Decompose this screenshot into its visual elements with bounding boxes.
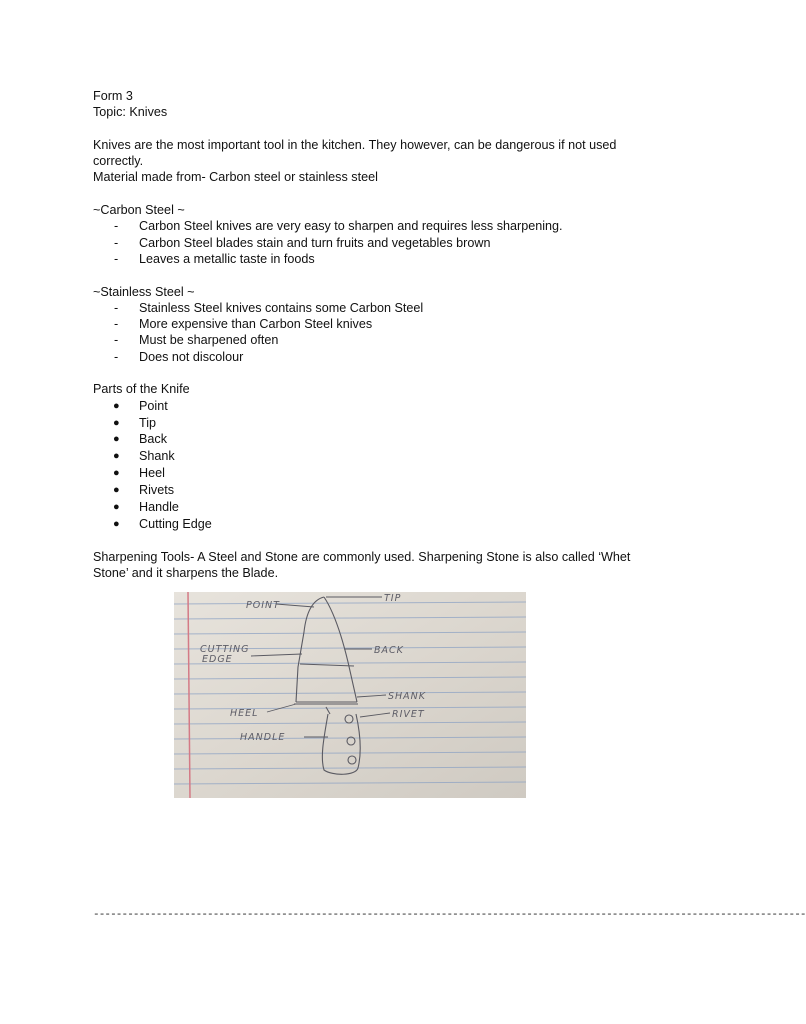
bullet-marker: ● [113,399,120,412]
list-item-text: Rivets [139,483,174,498]
sketch-label-tip: TIP [384,593,402,604]
intro-line-1: Knives are the most important tool in the kitchen. They however, can be dangerous if not used [93,137,617,152]
sketch-label-edge: EDGE [202,654,233,665]
topic-label: Topic: Knives [93,105,168,120]
bullet-marker: ● [113,501,120,514]
dash-marker: - [114,219,119,234]
list-item-text: Does not discolour [139,349,244,364]
list-item-text: Heel [139,466,165,481]
list-item [93,415,683,432]
list-item-text: Stainless Steel knives contains some Carbon Steel [139,300,424,315]
parts-list [93,398,683,533]
list-item [93,431,683,448]
bullet-marker: ● [113,433,120,446]
dash-marker: - [114,317,119,332]
list-item [93,218,683,234]
list-item [93,398,683,415]
form-label: Form 3 [93,89,133,103]
knife-sketch-drawing [174,592,526,798]
stainless-steel-list [93,300,683,365]
sharpening-line-1: Sharpening Tools- A Steel and Stone are commonly used. Sharpening Stone is also called ‘Whet [93,550,631,565]
list-item-text: Carbon Steel knives are very easy to sharpen and requires less sharpening. [139,219,563,234]
sketch-label-shank: SHANK [388,691,427,702]
sketch-label-handle: HANDLE [240,732,286,743]
bullet-marker: ● [113,450,120,463]
bullet-marker: ● [113,467,120,480]
bullet-marker: ● [113,416,120,429]
list-item [93,499,683,516]
list-item [93,349,683,365]
dash-marker: - [114,235,119,250]
spacer [93,533,683,549]
list-item-text: Back [139,432,167,447]
list-item [93,300,683,316]
list-item [93,332,683,348]
sketch-label-rivet: RIVET [392,709,425,720]
sketch-label-point: POINT [246,600,280,611]
spacer [93,121,683,137]
list-item-text: Tip [139,415,157,430]
list-item [93,235,683,251]
stainless-steel-heading: ~Stainless Steel ~ [93,284,195,299]
carbon-steel-list [93,218,683,267]
list-item [93,448,683,465]
spacer [93,186,683,202]
sketch-label-cutting: CUTTING [200,644,250,655]
list-item [93,465,683,482]
sharpening-line-2: Stone’ and it sharpens the Blade. [93,566,279,581]
spacer [93,267,683,283]
list-item-text: Cutting Edge [139,516,212,531]
intro-line-2: correctly. [93,154,144,169]
list-item-text: Must be sharpened often [139,333,279,348]
sketch-label-heel: HEEL [230,708,259,719]
list-item-text: Carbon Steel blades stain and turn fruits and vegetables brown [139,235,491,250]
list-item [93,316,683,332]
list-item [93,251,683,267]
dash-marker: - [114,349,119,364]
material-line: Material made from- Carbon steel or stainless steel [93,170,378,185]
list-item-text: Handle [139,500,179,515]
list-item [93,516,683,533]
parts-heading: Parts of the Knife [93,382,190,397]
knife-sketch-image [174,592,526,798]
carbon-steel-heading: ~Carbon Steel ~ [93,203,185,218]
dash-marker: - [114,300,119,315]
list-item-text: More expensive than Carbon Steel knives [139,317,373,332]
dash-marker: - [114,251,119,266]
sketch-label-back: BACK [374,645,404,656]
dash-marker: - [114,333,119,348]
list-item-text: Leaves a metallic taste in foods [139,251,315,266]
list-item-text: Shank [139,449,175,464]
document-body [93,88,683,582]
bullet-marker: ● [113,484,120,497]
footer-divider: ----------------------------------------------------------------------------------------------------------------------------- [93,909,806,921]
spacer [93,365,683,381]
list-item [93,482,683,499]
list-item-text: Point [139,398,168,413]
bullet-marker: ● [113,517,120,530]
